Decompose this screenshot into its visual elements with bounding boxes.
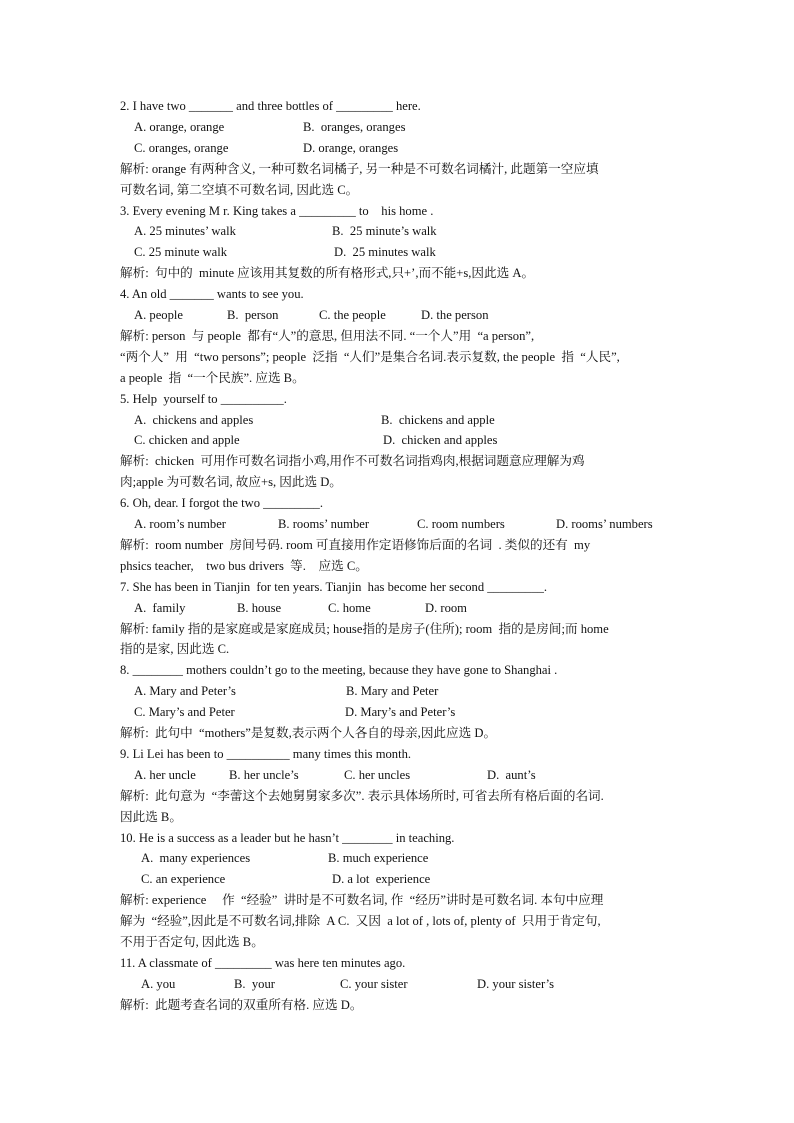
answer-option: A. Mary and Peter’s [134, 684, 236, 699]
option-row [120, 598, 680, 619]
explanation-line: 肉;apple 为可数名词, 故应+s, 因此选 D。 [120, 475, 342, 490]
explanation-line: 解析: experience 作 “经验” 讲时是不可数名词, 作 “经历”讲时是可数名词. 本句中应理 [120, 893, 604, 908]
option-row [120, 410, 680, 431]
answer-option: B. Mary and Peter [346, 684, 439, 699]
explanation-line: 不用于否定句, 因此选 B。 [120, 935, 264, 950]
option-row [120, 848, 680, 869]
answer-option: D. room [425, 600, 467, 615]
question-q6 [120, 493, 680, 577]
answer-option: C. an experience [141, 872, 226, 887]
answer-option: C. Mary’s and Peter [134, 705, 235, 720]
explanation-line: 解析: family 指的是家庭或是家庭成员; house指的是房子(住所); room 指的是房间;而 home [120, 621, 609, 636]
question-q8 [120, 660, 680, 744]
answer-option: C. her uncles [344, 767, 411, 782]
explanation [120, 723, 680, 744]
explanation-line: 解析: 此句意为 “李蕾这个去她舅舅家多次”. 表示具体场所时, 可省去所有格后面的名词. [120, 788, 604, 803]
question-stem: 10. He is a success as a leader but he hasn’t ________ in teaching. [120, 830, 455, 845]
answer-option: C. oranges, orange [134, 140, 229, 155]
question-stem: 11. A classmate of _________ was here ten minutes ago. [120, 955, 406, 970]
answer-option: A. you [141, 976, 176, 991]
option-row [120, 702, 680, 723]
answer-option: C. home [328, 600, 371, 615]
answer-option: B. your [234, 976, 275, 991]
answer-option: A. many experiences [141, 851, 251, 866]
answer-option: A. orange, orange [134, 119, 225, 134]
answer-option: B. much experience [328, 851, 429, 866]
answer-option: A. family [134, 600, 186, 615]
question-q11 [120, 953, 680, 1016]
answer-option: A. 25 minutes’ walk [134, 224, 236, 239]
option-row [120, 242, 680, 263]
option-row [120, 221, 680, 242]
explanation [120, 890, 680, 953]
option-row [120, 430, 680, 451]
question-q3 [120, 201, 680, 285]
answer-option: D. aunt’s [487, 767, 536, 782]
explanation-line: 解析: orange 有两种含义, 一种可数名词橘子, 另一种是不可数名词橘汁, 此题第一空应填 [120, 161, 599, 176]
explanation [120, 263, 680, 284]
question-q5 [120, 389, 680, 494]
document-body [120, 96, 680, 1016]
question-q4 [120, 284, 680, 389]
answer-option: A. her uncle [134, 767, 196, 782]
explanation-line: 解为 “经验”,因此是不可数名词,排除 A C. 又因 a lot of , lots of, plenty of 只用于肯定句, [120, 914, 601, 929]
answer-option: C. chicken and apple [134, 433, 240, 448]
explanation [120, 619, 680, 661]
explanation [120, 159, 680, 201]
explanation-line: a people 指 “一个民族”. 应选 B。 [120, 370, 305, 385]
answer-option: D. chicken and apples [383, 433, 498, 448]
explanation-line: 因此选 B。 [120, 809, 182, 824]
option-row [120, 765, 680, 786]
answer-option: D. 25 minutes walk [334, 245, 436, 260]
answer-option: A. chickens and apples [134, 412, 254, 427]
option-row [120, 869, 680, 890]
explanation [120, 786, 680, 828]
answer-option: B. oranges, oranges [303, 119, 406, 134]
question-q10 [120, 828, 680, 953]
explanation-line: 解析: 此题考查名词的双重所有格. 应选 D。 [120, 997, 363, 1012]
answer-option: B. 25 minute’s walk [332, 224, 437, 239]
answer-option: A. room’s number [134, 517, 226, 532]
question-q7 [120, 577, 680, 661]
answer-option: D. orange, oranges [303, 140, 399, 155]
question-stem: 3. Every evening M r. King takes a _________ to his home . [120, 203, 434, 218]
option-row [120, 305, 680, 326]
explanation-line: “两个人” 用 “two persons”; people 泛指 “人们”是集合名词.表示复数, the people 指 “人民”, [120, 349, 620, 364]
question-stem: 2. I have two _______ and three bottles of _________ here. [120, 99, 421, 113]
question-stem: 4. An old _______ wants to see you. [120, 287, 304, 302]
answer-option: D. a lot experience [332, 872, 431, 887]
explanation [120, 451, 680, 493]
explanation [120, 326, 680, 389]
answer-option: C. room numbers [417, 517, 505, 532]
explanation-line: 解析: 句中的 minute 应该用其复数的所有格形式,只+’,而不能+s,因此选 A。 [120, 266, 535, 281]
option-row [120, 138, 680, 159]
explanation [120, 995, 680, 1016]
question-stem: 7. She has been in Tianjin for ten years. Tianjin has become her second _________. [120, 579, 548, 594]
question-stem: 6. Oh, dear. I forgot the two _________. [120, 496, 323, 511]
answer-option: D. your sister’s [477, 976, 555, 991]
answer-option: D. Mary’s and Peter’s [345, 705, 456, 720]
answer-option: B. chickens and apple [381, 412, 495, 427]
option-row [120, 681, 680, 702]
answer-option: B. her uncle’s [229, 767, 299, 782]
answer-option: B. house [237, 600, 282, 615]
explanation-line: 指的是家, 因此选 C. [120, 642, 230, 657]
answer-option: A. people [134, 308, 183, 322]
answer-option: B. person [227, 308, 279, 322]
option-row [120, 117, 680, 138]
answer-option: B. rooms’ number [278, 517, 370, 532]
explanation-line: 解析: 此句中 “mothers”是复数,表示两个人各自的母亲,因此应选 D。 [120, 726, 497, 741]
answer-option: C. your sister [340, 976, 408, 991]
question-q2 [120, 96, 680, 201]
explanation-line: 解析: room number 房间号码. room 可直接用作定语修饰后面的名词 . 类似的还有 my [120, 537, 591, 552]
question-stem: 5. Help yourself to __________. [120, 391, 287, 406]
option-row [120, 974, 680, 995]
question-q9 [120, 744, 680, 828]
explanation-line: phsics teacher, two bus drivers 等. 应选 C。 [120, 558, 368, 573]
answer-option: D. rooms’ numbers [556, 517, 653, 532]
explanation [120, 535, 680, 577]
question-stem: 8. ________ mothers couldn’t go to the meeting, because they have gone to Shanghai . [120, 663, 558, 678]
answer-option: D. the person [421, 308, 489, 322]
explanation-line: 可数名词, 第二空填不可数名词, 因此选 C。 [120, 182, 359, 197]
answer-option: C. 25 minute walk [134, 245, 228, 260]
explanation-line: 解析: chicken 可用作可数名词指小鸡,用作不可数名词指鸡肉,根据词题意应理解为鸡 [120, 454, 585, 469]
answer-option: C. the people [319, 308, 386, 322]
question-stem: 9. Li Lei has been to __________ many times this month. [120, 746, 412, 761]
explanation-line: 解析: person 与 people 都有“人”的意思, 但用法不同. “一个人”用 “a person”, [120, 328, 535, 343]
option-row [120, 514, 680, 535]
